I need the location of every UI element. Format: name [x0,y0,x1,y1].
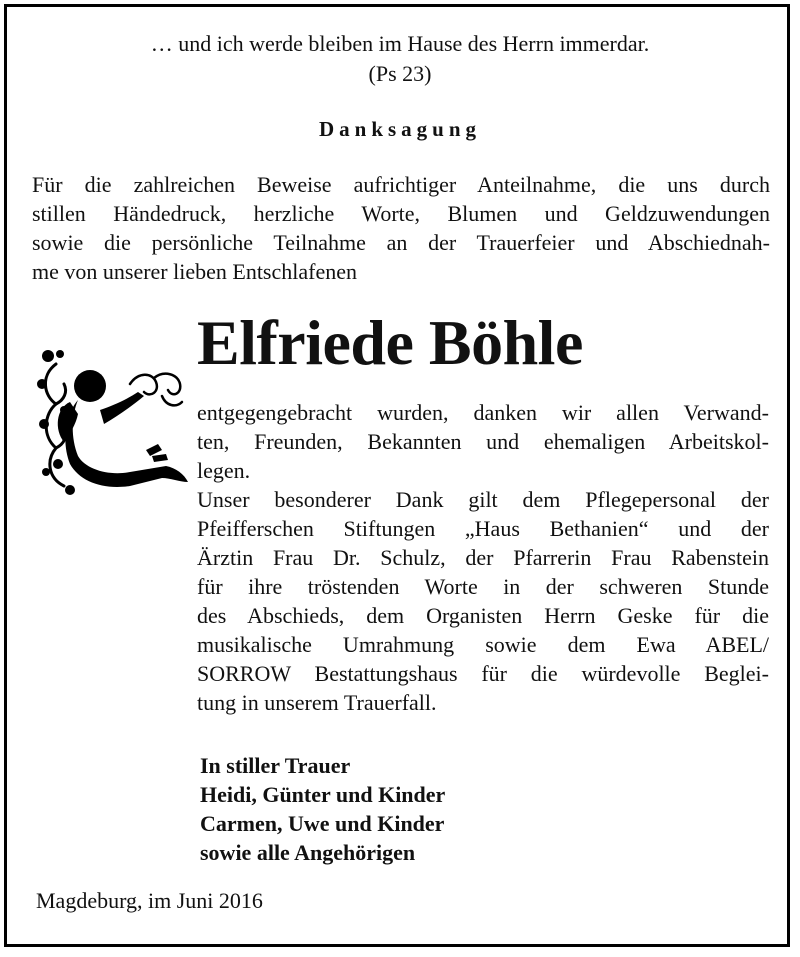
intro-paragraph [32,170,770,286]
verse-reference: (Ps 23) [368,61,432,86]
body-line: entgegengebracht wurden, danken wir allen Verwand- [197,400,769,425]
signature-line: sowie alle Angehörigen [200,840,416,865]
place-and-date: Magdeburg, im Juni 2016 [36,888,263,913]
body-line: musikalische Umrahmung sowie dem Ewa ABEL/ [197,632,769,657]
body-line: des Abschieds, dem Organisten Herrn Geske für die [197,603,769,628]
body-line: Pfeifferschen Stiftungen „Haus Bethanien“ und der [197,516,769,541]
body-line: Ärztin Frau Dr. Schulz, der Pfarrerin Frau Rabenstein [197,545,769,570]
body-paragraph-2 [197,485,769,717]
body-line: Unser besonderer Dank gilt dem Pflegepersonal der [197,487,769,512]
signature-line: In stiller Trauer [200,753,351,778]
body-line: legen. [197,458,251,483]
body-line: tung in unserem Trauerfall. [197,690,437,715]
intro-line: me von unserer lieben Entschlafenen [32,259,357,284]
heading: Danksagung [318,117,482,141]
signature-line: Carmen, Uwe und Kinder [200,811,445,836]
body-line: SORROW Bestattungshaus für die würdevolle Beglei- [197,661,769,686]
deceased-name: Elfriede Böhle [197,307,583,378]
signature-block [200,751,445,867]
intro-line: Für die zahlreichen Beweise aufrichtiger Anteilnahme, die uns durch [32,172,770,197]
intro-line: stillen Händedruck, herzliche Worte, Blumen und Geldzuwendungen [32,201,770,226]
intro-line: sowie die persönliche Teilnahme an der Trauerfeier und Abschiednah- [32,230,770,255]
body-paragraph-1 [197,398,769,485]
cherub-silhouette-icon [34,344,194,500]
body-line: für ihre tröstenden Worte in der schweren Stunde [197,574,769,599]
verse-quote: … und ich werde bleiben im Hause des Herrn immerdar. [150,31,650,56]
body-line: ten, Freunden, Bekannten und ehemaligen Arbeitskol- [197,429,769,454]
signature-line: Heidi, Günter und Kinder [200,782,446,807]
